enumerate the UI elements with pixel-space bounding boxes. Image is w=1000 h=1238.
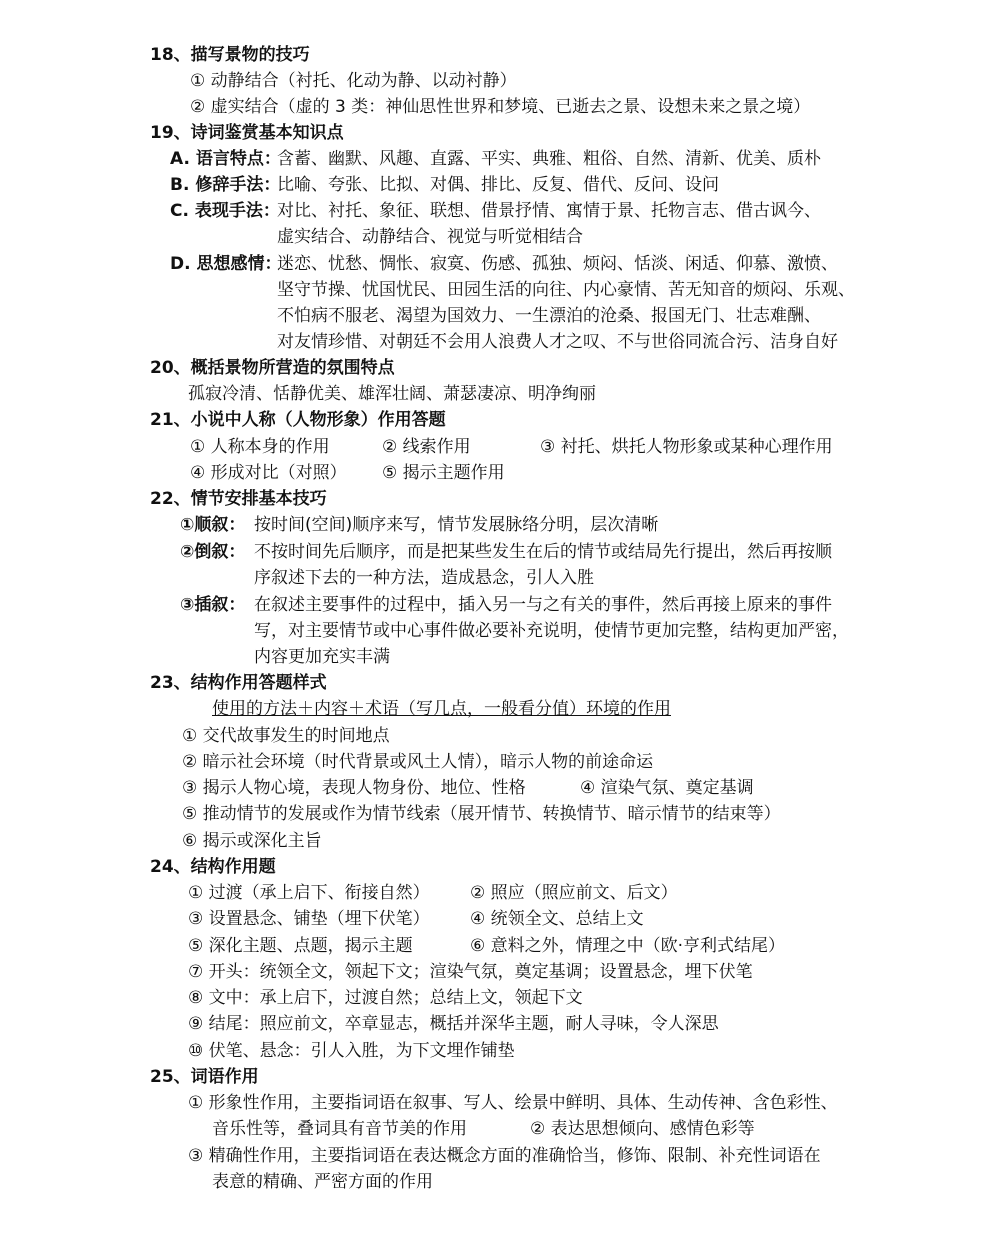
list-item: ⑤ 揭示主题作用 — [382, 463, 505, 483]
list-item: ② 线索作用 — [382, 437, 471, 457]
item-text: 不按时间先后顺序，而是把某些发生在后的情节或结局先行提出，然后再按顺 — [254, 542, 832, 562]
item-text: 含蓄、幽默、风趣、直露、平实、典雅、粗俗、自然、清新、优美、质朴 — [277, 149, 821, 169]
item-label: C. 表现手法： — [170, 201, 280, 221]
list-item: ③ 衬托、烘托人物形象或某种心理作用 — [540, 437, 833, 457]
item-text: 比喻、夸张、比拟、对偶、排比、反复、借代、反问、设问 — [277, 175, 719, 195]
section-22-title: 22、情节安排基本技巧 — [150, 489, 327, 509]
item-text: 不怕病不服老、渴望为国效力、一生漂泊的沧桑、报国无门、壮志难酬、 — [277, 306, 821, 326]
list-item: ② 暗示社会环境（时代背景或风土人情），暗示人物的前途命运 — [182, 752, 654, 772]
item-text: 孤寂冷清、恬静优美、雄浑壮阔、萧瑟凄凉、明净绚丽 — [188, 384, 596, 404]
list-item: ① 形象性作用，主要指词语在叙事、写人、绘景中鲜明、具体、生动传神、含色彩性、 — [188, 1093, 838, 1113]
item-text: 虚实结合、动静结合、视觉与听觉相结合 — [277, 227, 583, 247]
section-21-title: 21、小说中人称（人物形象）作用答题 — [150, 410, 446, 430]
list-item: ⑦ 开头：统领全文，领起下文；渲染气氛，奠定基调；设置悬念，埋下伏笔 — [188, 962, 753, 982]
list-item: ① 人称本身的作用 — [190, 437, 330, 457]
item-text: 坚守节操、忧国忧民、田园生活的向往、内心豪情、苦无知音的烦闷、乐观、 — [277, 280, 855, 300]
answer-formula: 使用的方法＋内容＋术语（写几点，一般看分值）环境的作用 — [212, 699, 671, 719]
list-item: ⑤ 推动情节的发展或作为情节线索（展开情节、转换情节、暗示情节的结束等） — [182, 804, 781, 824]
item-label: A. 语言特点： — [170, 149, 281, 169]
list-item: ③ 精确性作用，主要指词语在表达概念方面的准确恰当，修饰、限制、补充性词语在 — [188, 1146, 821, 1166]
list-item: ④ 统领全文、总结上文 — [470, 909, 644, 929]
list-item: ① 交代故事发生的时间地点 — [182, 726, 390, 746]
list-item: ⑥ 意料之外，情理之中（欧·亨利式结尾） — [470, 936, 786, 956]
item-text: 对友情珍惜、对朝廷不会用人浪费人才之叹、不与世俗同流合污、洁身自好 — [277, 332, 838, 352]
section-23-title: 23、结构作用答题样式 — [150, 673, 327, 693]
list-item-continued: 表意的精确、严密方面的作用 — [212, 1172, 433, 1192]
section-25-title: 25、词语作用 — [150, 1067, 259, 1087]
list-item: ⑧ 文中：承上启下，过渡自然；总结上文，领起下文 — [188, 988, 583, 1008]
item-text: 按时间(空间)顺序来写，情节发展脉络分明，层次清晰 — [254, 515, 659, 535]
section-24-title: 24、结构作用题 — [150, 857, 276, 877]
section-20-title: 20、概括景物所营造的氛围特点 — [150, 358, 395, 378]
list-item: ② 表达思想倾向、感情色彩等 — [530, 1119, 755, 1139]
list-item: ⑨ 结尾：照应前文，卒章显志，概括并深华主题，耐人寻味，令人深思 — [188, 1014, 719, 1034]
list-item: ④ 渲染气氛、奠定基调 — [580, 778, 754, 798]
list-item: ① 过渡（承上启下、衔接自然） — [188, 883, 430, 903]
list-item: ② 虚实结合（虚的 3 类：神仙思性世界和梦境、已逝去之景、设想未来之景之境） — [190, 97, 811, 117]
list-item: ④ 形成对比（对照） — [190, 463, 347, 483]
list-item-continued: 音乐性等，叠词具有音节美的作用 — [212, 1119, 467, 1139]
item-text: 内容更加充实丰满 — [254, 647, 390, 667]
list-item: ① 动静结合（衬托、化动为静、以动衬静） — [190, 71, 517, 91]
item-label: ①顺叙： — [180, 515, 246, 535]
item-label: B. 修辞手法： — [170, 175, 281, 195]
list-item: ③ 设置悬念、铺垫（埋下伏笔） — [188, 909, 430, 929]
item-text: 序叙述下去的一种方法，造成悬念，引人入胜 — [254, 568, 594, 588]
item-label: D. 思想感情： — [170, 254, 282, 274]
item-text: 在叙述主要事件的过程中，插入另一与之有关的事件，然后再接上原来的事件 — [254, 595, 832, 615]
item-text: 写，对主要情节或中心事件做必要补充说明，使情节更加完整，结构更加严密， — [254, 621, 849, 641]
list-item: ⑥ 揭示或深化主旨 — [182, 831, 322, 851]
section-18-title: 18、描写景物的技巧 — [150, 45, 310, 65]
list-item: ② 照应（照应前文、后文） — [470, 883, 678, 903]
section-19-title: 19、诗词鉴赏基本知识点 — [150, 123, 344, 143]
item-label: ③插叙： — [180, 595, 246, 615]
list-item: ③ 揭示人物心境，表现人物身份、地位、性格 — [182, 778, 526, 798]
list-item: ⑤ 深化主题、点题，揭示主题 — [188, 936, 413, 956]
list-item: ⑩ 伏笔、悬念：引人入胜，为下文埋作铺垫 — [188, 1041, 515, 1061]
item-text: 对比、衬托、象征、联想、借景抒情、寓情于景、托物言志、借古讽今、 — [277, 201, 821, 221]
item-text: 迷恋、忧愁、惆怅、寂寞、伤感、孤独、烦闷、恬淡、闲适、仰慕、激愤、 — [277, 254, 838, 274]
item-label: ②倒叙： — [180, 542, 246, 562]
